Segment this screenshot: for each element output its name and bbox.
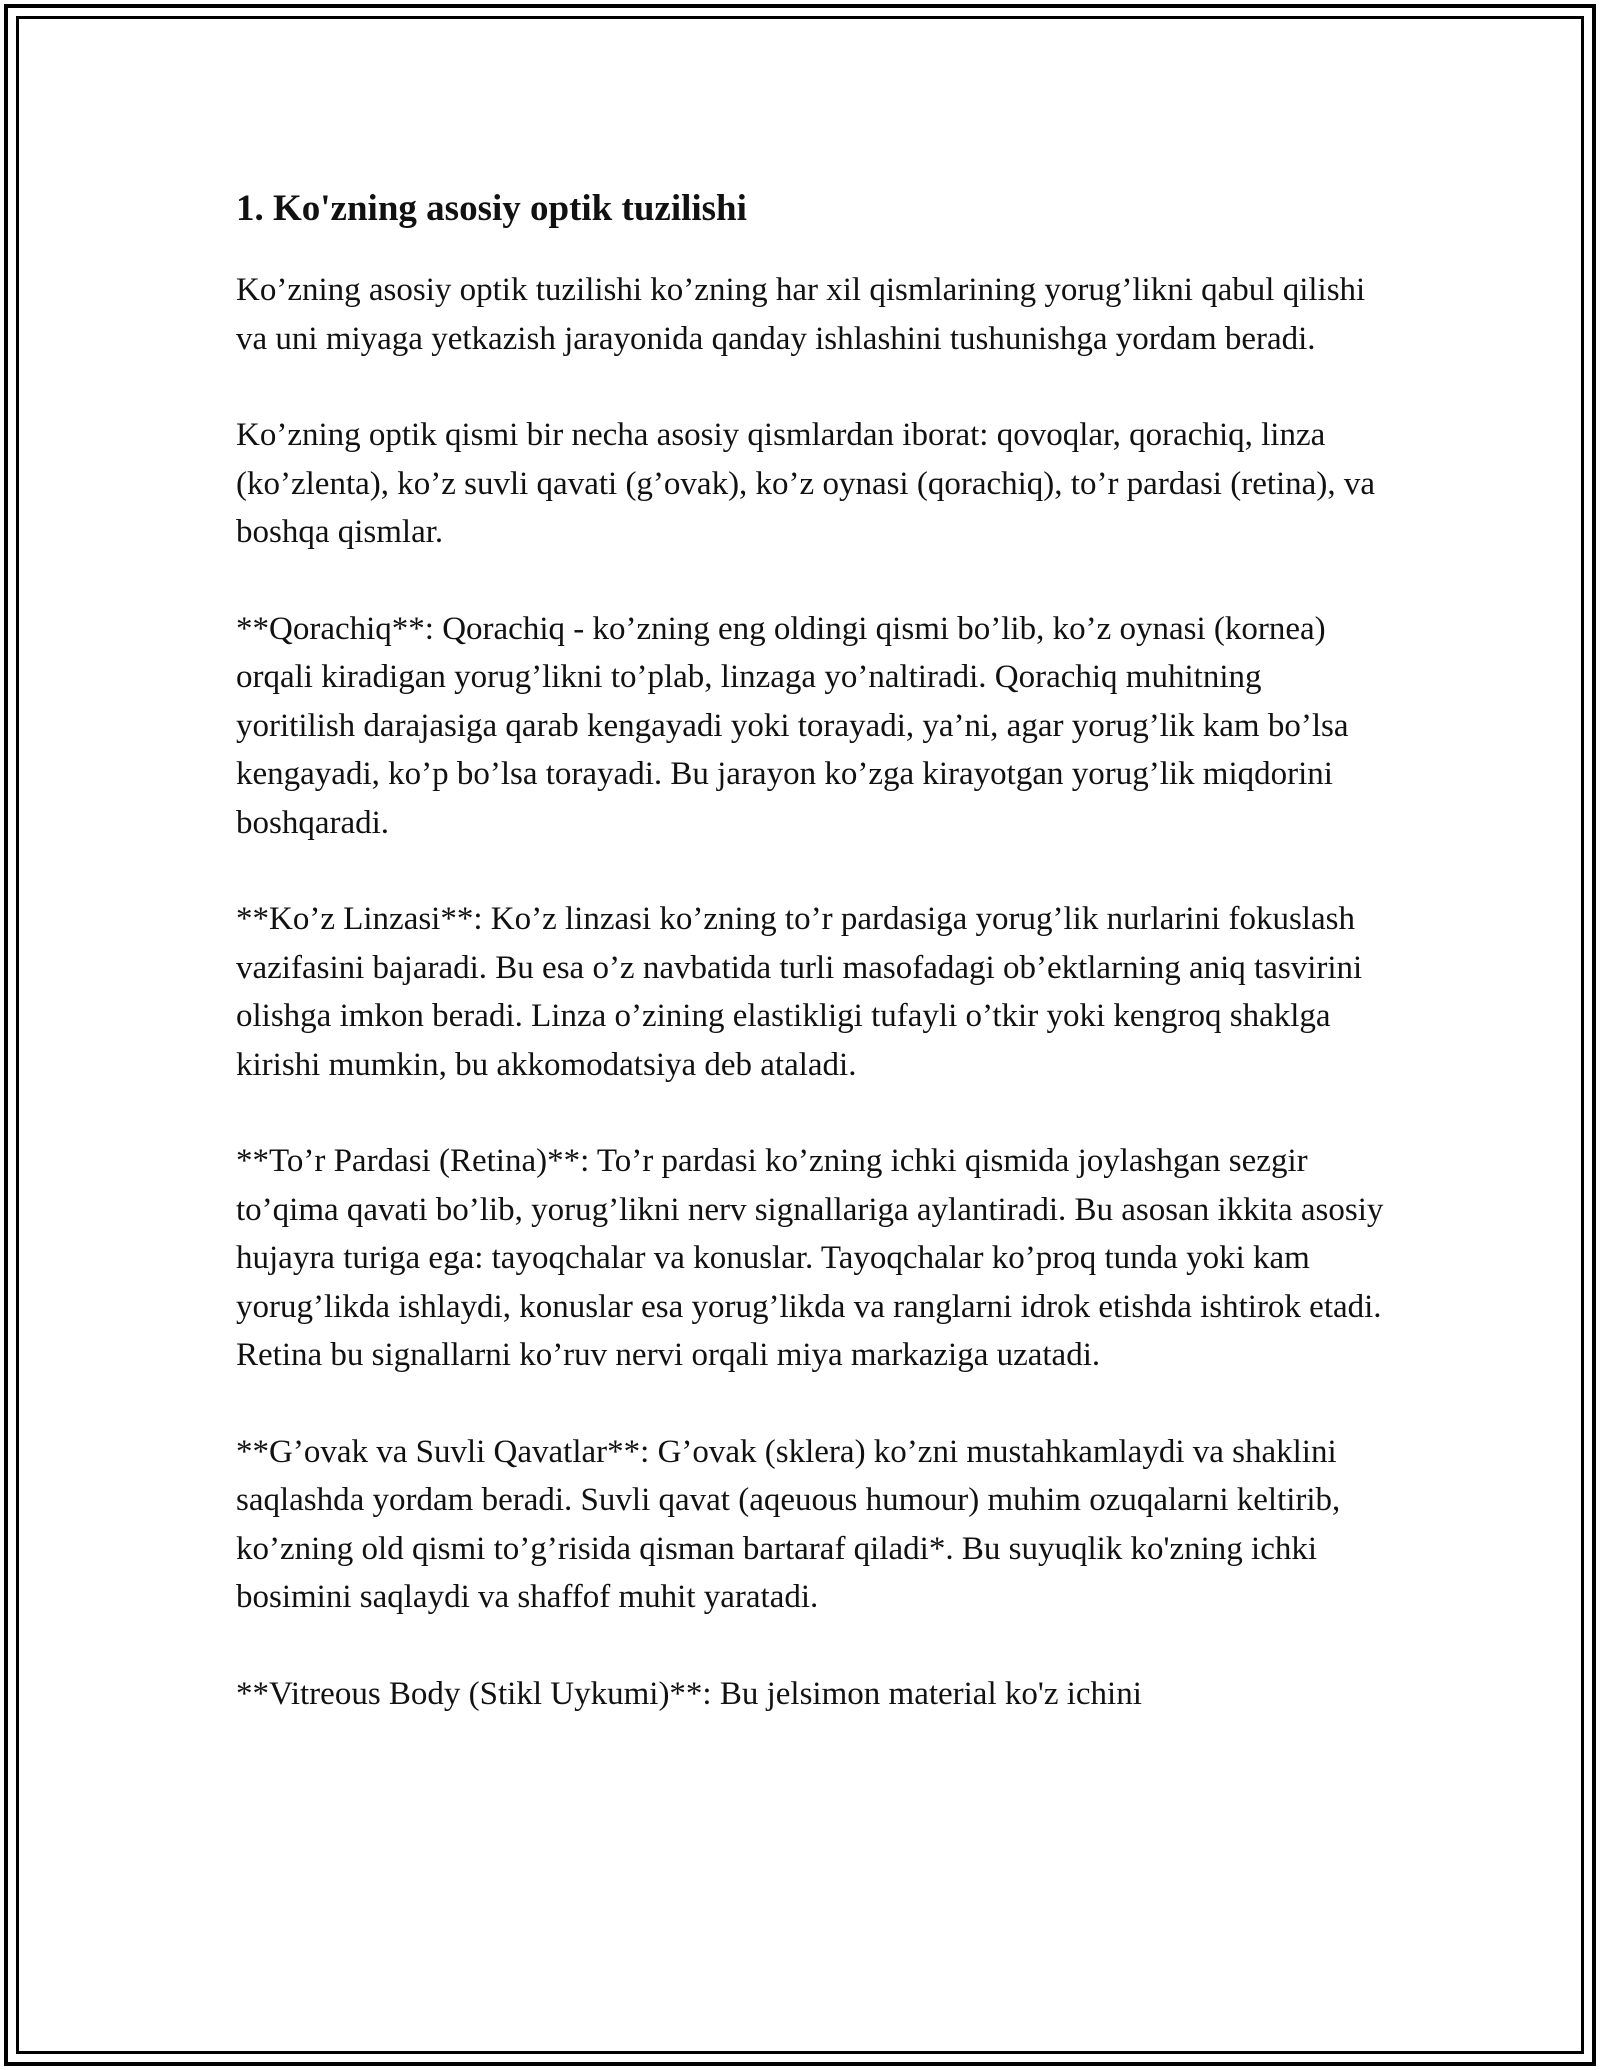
paragraph-linza: **Ko’z Linzasi**: Ko’z linzasi ko’zning to’r pardasiga yorug’lik nurlarini fokuslash vazifasini bajaradi. Bu esa o’z navbatida turli masofadagi ob’ektlarning aniq tasvirini olishga imkon beradi. Linza o’zining elastikligi tufayli o’tkir yoki kengroq shaklga kirishi mumkin, bu akkomodatsiya deb ataladi. [236, 901, 1363, 1083]
paragraph-qorachiq: **Qorachiq**: Qorachiq - ko’zning eng oldingi qismi bo’lib, ko’z oynasi (kornea) orqali kiradigan yorug’likni to’plab, linzaga yo’naltiradi. Qorachiq muhitning yoritilish darajasiga qarab kengayadi yoki torayadi, ya’ni, agar yorug’lik kam bo’lsa kengayadi, ko’p bo’lsa torayadi. Bu jarayon ko’zga kirayotgan yorug’lik miqdorini boshqaradi. [236, 610, 1349, 841]
document-body [236, 186, 1386, 1766]
paragraph-intro: Ko’zning asosiy optik tuzilishi ko’zning har xil qismlarining yorug’likni qabul qilishi va uni miyaga yetkazish jarayonida qanday ishlashini tushunishga yordam beradi. [236, 272, 1366, 357]
paragraph-govak: **G’ovak va Suvli Qavatlar**: G’ovak (sklera) ko’zni mustahkamlaydi va shaklini saqlashda yordam beradi. Suvli qavat (aqeuous humour) muhim ozuqalarni keltirib, ko’zning old qismi to’g’risida qisman bartaraf qiladi*. Bu suyuqlik ko'zning ichki bosimini saqlaydi va shaffof muhit yaratadi. [236, 1433, 1341, 1615]
section-heading: 1. Ko'zning asosiy optik tuzilishi [236, 188, 747, 229]
paragraph-optical-parts: Ko’zning optik qismi bir necha asosiy qismlardan iborat: qovoqlar, qorachiq, linza (ko’zlenta), ko’z suvli qavati (g’ovak), ko’z oynasi (qorachiq), to’r pardasi (retina), va boshqa qismlar. [236, 417, 1375, 550]
paragraph-vitreous: **Vitreous Body (Stikl Uykumi)**: Bu jelsimon material ko'z ichini [236, 1675, 1142, 1712]
paragraph-retina: **To’r Pardasi (Retina)**: To’r pardasi ko’zning ichki qismida joylashgan sezgir to’qima qavati bo’lib, yorug’likni nerv signallariga aylantiradi. Bu asosan ikkita asosiy hujayra turiga ega: tayoqchalar va konuslar. Tayoqchalar ko’proq tunda yoki kam yorug’likda ishlaydi, konuslar esa yorug’likda va ranglarni idrok etishda ishtirok etadi. Retina bu signallarni ko’ruv nervi orqali miya markaziga uzatadi. [236, 1143, 1384, 1373]
